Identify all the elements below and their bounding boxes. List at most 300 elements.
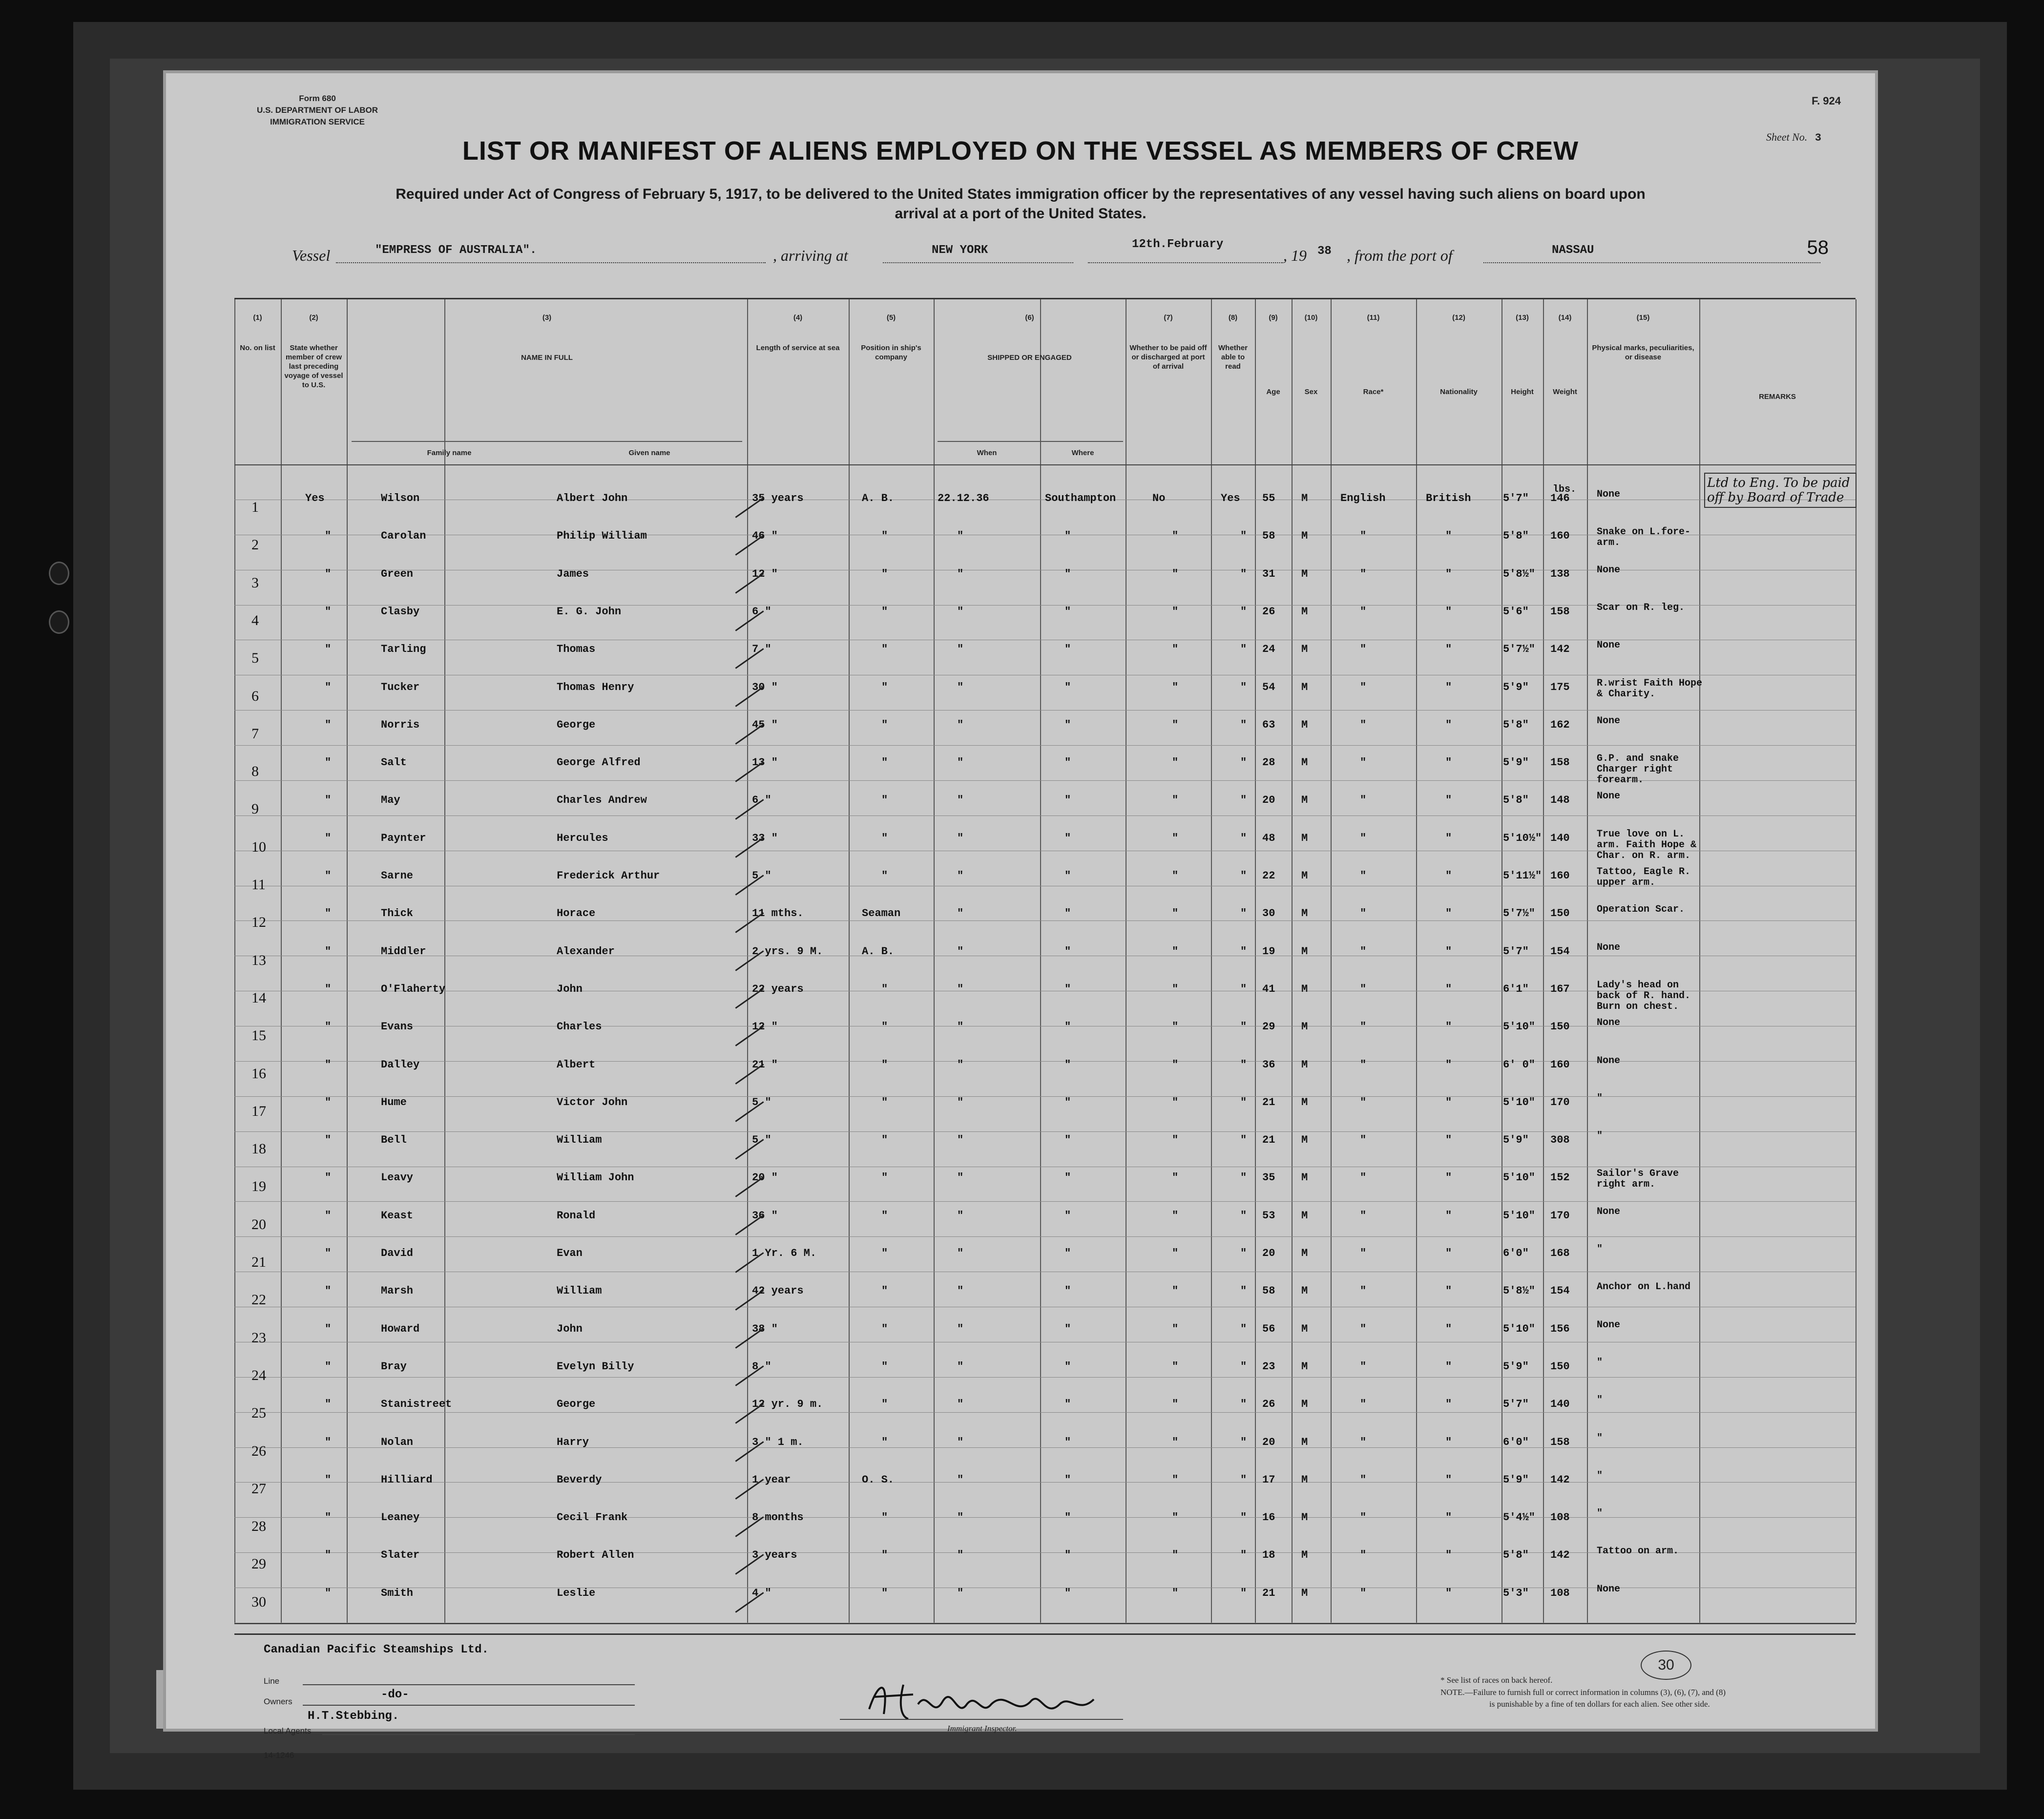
weight: 148 (1550, 794, 1570, 807)
height: 5'7½" (1503, 643, 1536, 656)
service-checkmark (735, 535, 764, 556)
service-length: 22 years (752, 983, 804, 995)
col-c9-number: (9) (1269, 314, 1278, 322)
position: " (881, 1511, 888, 1524)
able-to-read: " (1240, 567, 1247, 580)
sex: M (1301, 1587, 1308, 1599)
position: " (881, 756, 888, 769)
nationality: " (1445, 1285, 1452, 1297)
position: " (881, 530, 888, 543)
service-length: 7 " (752, 643, 772, 656)
shipped-when: " (957, 794, 964, 807)
nationality: " (1445, 1209, 1452, 1222)
nationality: " (1445, 870, 1452, 882)
weight: 142 (1550, 643, 1570, 656)
service-checkmark (735, 799, 764, 820)
col-c5-number: (5) (886, 314, 896, 322)
family-name: David (381, 1247, 414, 1259)
arriving-label: , arriving at (773, 247, 848, 264)
col-c6-number: (6) (1025, 314, 1034, 322)
family-name: Smith (381, 1587, 414, 1599)
shipped-when: " (957, 643, 964, 656)
col-remarks-header: REMARKS (1759, 393, 1796, 401)
race: " (1360, 1247, 1367, 1259)
race: " (1360, 983, 1367, 995)
shipped-when: " (957, 1322, 964, 1335)
position: " (881, 1549, 888, 1562)
penalty-note-cont: is punishable by a fine of ten dollars for each alien. See other side. (1489, 1699, 1710, 1709)
given-name: Evan (557, 1247, 583, 1259)
crew-table (234, 298, 1856, 1624)
physical-marks: None (1597, 489, 1621, 500)
age: 26 (1262, 605, 1275, 618)
shipped-when: " (957, 983, 964, 995)
physical-marks: Anchor on L.hand (1597, 1281, 1691, 1293)
nationality: " (1445, 1436, 1452, 1448)
physical-marks: " (1597, 1244, 1603, 1255)
row-number: 28 (251, 1518, 266, 1535)
weight: 108 (1550, 1587, 1570, 1599)
shipped-where: " (1064, 1096, 1071, 1108)
service-checkmark (735, 1554, 764, 1575)
able-to-read: " (1240, 756, 1247, 769)
weight: 150 (1550, 1360, 1570, 1373)
row-number: 9 (251, 801, 259, 817)
prev-voyage: " (325, 1587, 332, 1599)
shipped-where: " (1064, 605, 1071, 618)
nationality: " (1445, 1171, 1452, 1184)
sex: M (1301, 1511, 1308, 1524)
age: 48 (1262, 832, 1275, 844)
service-checkmark (735, 1328, 764, 1349)
paid-off: " (1172, 1134, 1179, 1147)
age: 21 (1262, 1096, 1275, 1108)
position: " (881, 1398, 888, 1411)
able-to-read: " (1240, 530, 1247, 543)
shipped-where: " (1064, 1134, 1071, 1147)
family-name: Nolan (381, 1436, 414, 1448)
prev-voyage: " (325, 643, 332, 656)
position: " (881, 1209, 888, 1222)
sex: M (1301, 681, 1308, 693)
paid-off: " (1172, 605, 1179, 618)
sex: M (1301, 870, 1308, 882)
race: " (1360, 870, 1367, 882)
row-number: 8 (251, 763, 259, 780)
row-number: 25 (251, 1405, 266, 1422)
shipped-where: " (1064, 832, 1071, 844)
position: " (881, 567, 888, 580)
sex: M (1301, 1058, 1308, 1071)
given-name: Horace (557, 907, 596, 920)
position: " (881, 1322, 888, 1335)
shipped-where: " (1064, 530, 1071, 543)
able-to-read: " (1240, 1021, 1247, 1033)
position: A. B. (862, 945, 895, 958)
shipped-when: " (957, 1171, 964, 1184)
weight: 142 (1550, 1549, 1570, 1562)
service-checkmark (735, 1403, 764, 1424)
row-number: 12 (251, 914, 266, 931)
given-name: Harry (557, 1436, 589, 1448)
able-to-read: " (1240, 1058, 1247, 1071)
able-to-read: " (1240, 643, 1247, 656)
race: " (1360, 1473, 1367, 1486)
sheet-label: Sheet No. (1766, 131, 1808, 143)
shipped-when: " (957, 945, 964, 958)
paid-off: No (1152, 492, 1166, 504)
race: " (1360, 1587, 1367, 1599)
physical-marks: None (1597, 791, 1621, 802)
physical-marks: True love on L. arm. Faith Hope & Char. on R. arm. (1597, 828, 1697, 861)
nationality: " (1445, 945, 1452, 958)
position: " (881, 1134, 888, 1147)
position: O. S. (862, 1473, 895, 1486)
physical-marks: " (1597, 1395, 1603, 1406)
physical-marks: None (1597, 715, 1621, 727)
col-c1-header: No. on list (240, 344, 275, 352)
form-code: F. 924 (1812, 95, 1841, 107)
prev-voyage: " (325, 1058, 332, 1071)
prev-voyage: " (325, 945, 332, 958)
family-name: Bell (381, 1134, 407, 1147)
weight: 158 (1550, 605, 1570, 618)
service-name: IMMIGRATION SERVICE (270, 117, 365, 126)
weight: 108 (1550, 1511, 1570, 1524)
row-number: 2 (251, 537, 259, 553)
race: " (1360, 1549, 1367, 1562)
age: 19 (1262, 945, 1275, 958)
weight: 160 (1550, 1058, 1570, 1071)
shipped-where: " (1064, 1398, 1071, 1411)
col-c13-header: Height (1511, 388, 1534, 396)
able-to-read: " (1240, 1436, 1247, 1448)
given-name: John (557, 983, 583, 995)
nationality: " (1445, 794, 1452, 807)
height: 5'7" (1503, 492, 1529, 504)
prev-voyage: " (325, 1134, 332, 1147)
service-checkmark (735, 1177, 764, 1198)
col-c12-header: Nationality (1440, 388, 1478, 396)
paid-off: " (1172, 832, 1179, 844)
row-number: 21 (251, 1254, 266, 1270)
height: 5'9" (1503, 1134, 1529, 1147)
height: 5'8" (1503, 794, 1529, 807)
weight: 170 (1550, 1209, 1570, 1222)
age: 53 (1262, 1209, 1275, 1222)
row-number: 14 (251, 989, 266, 1006)
height: 5'10" (1503, 1209, 1536, 1222)
prev-voyage: " (325, 983, 332, 995)
position: " (881, 605, 888, 618)
prev-voyage: " (325, 1436, 332, 1448)
able-to-read: " (1240, 832, 1247, 844)
family-name: Tucker (381, 681, 420, 693)
col-shipped-header: SHIPPED OR ENGAGED (987, 354, 1072, 362)
height: 6'0" (1503, 1247, 1529, 1259)
able-to-read: " (1240, 718, 1247, 731)
row-number: 3 (251, 574, 259, 591)
service-length: 45 " (752, 718, 778, 731)
weight: 140 (1550, 832, 1570, 844)
service-length: 3 years (752, 1549, 797, 1562)
sex: M (1301, 756, 1308, 769)
prev-voyage: " (325, 1209, 332, 1222)
nationality: " (1445, 983, 1452, 995)
row-number: 6 (251, 688, 259, 704)
physical-marks: None (1597, 1583, 1621, 1595)
physical-marks: Sailor's Grave right arm. (1597, 1168, 1679, 1191)
year-label: , 19 (1283, 247, 1307, 264)
position: " (881, 1436, 888, 1448)
paid-off: " (1172, 794, 1179, 807)
weight: 162 (1550, 718, 1570, 731)
family-name: Carolan (381, 530, 426, 543)
row-number: 7 (251, 725, 259, 742)
col-c14-number: (14) (1558, 314, 1572, 322)
row-number: 15 (251, 1027, 266, 1044)
race: " (1360, 1511, 1367, 1524)
weight: 158 (1550, 756, 1570, 769)
service-length: 30 " (752, 681, 778, 693)
shipped-when: " (957, 1360, 964, 1373)
service-length: 5 " (752, 870, 772, 882)
shipped-when: " (957, 1587, 964, 1599)
service-length: 11 mths. (752, 907, 804, 920)
nationality: " (1445, 1549, 1452, 1562)
able-to-read: " (1240, 1171, 1247, 1184)
shipped-where: " (1064, 1171, 1071, 1184)
able-to-read: " (1240, 1549, 1247, 1562)
able-to-read: " (1240, 681, 1247, 693)
height: 5'11½" (1503, 870, 1542, 882)
sex: M (1301, 907, 1308, 920)
sex: M (1301, 1247, 1308, 1259)
given-name: George Alfred (557, 756, 641, 769)
row-number: 13 (251, 952, 266, 968)
shipped-where: " (1064, 643, 1071, 656)
col-c4-number: (4) (793, 314, 803, 322)
physical-marks: R.wrist Faith Hope & Charity. (1597, 677, 1703, 700)
weight: 170 (1550, 1096, 1570, 1108)
nationality: " (1445, 643, 1452, 656)
physical-marks: Tattoo, Eagle R. upper arm. (1597, 866, 1691, 888)
prev-voyage: " (325, 794, 332, 807)
shipped-where: " (1064, 756, 1071, 769)
given-name: Cecil Frank (557, 1511, 628, 1524)
height: 6'1" (1503, 983, 1529, 995)
nationality: " (1445, 718, 1452, 731)
able-to-read: " (1240, 983, 1247, 995)
physical-marks: " (1597, 1470, 1603, 1482)
col-c10-header: Sex (1304, 388, 1318, 396)
height: 5'9" (1503, 681, 1529, 693)
paid-off: " (1172, 1398, 1179, 1411)
height: 5'10½" (1503, 832, 1542, 844)
service-checkmark (735, 1139, 764, 1160)
given-name: E. G. John (557, 605, 622, 618)
able-to-read: " (1240, 1209, 1247, 1222)
prev-voyage: " (325, 1247, 332, 1259)
col-c8-header: Whether able to read (1218, 344, 1248, 371)
position: " (881, 1360, 888, 1373)
nationality: British (1426, 492, 1471, 504)
family-name: Middler (381, 945, 426, 958)
given-name: Beverdy (557, 1473, 602, 1486)
age: 20 (1262, 794, 1275, 807)
service-checkmark (735, 724, 764, 745)
subtitle-line-2: arrival at a port of the United States. (895, 206, 1147, 222)
given-name: George (557, 1398, 596, 1411)
paid-off: " (1172, 1360, 1179, 1373)
given-name: James (557, 567, 589, 580)
able-to-read: Yes (1221, 492, 1240, 504)
weight: 156 (1550, 1322, 1570, 1335)
service-checkmark (735, 1592, 764, 1613)
height: 5'9" (1503, 1473, 1529, 1486)
subtitle-line-1: Required under Act of Congress of February 5, 1917, to be delivered to the United States immigration officer by the representatives of any vessel having such aliens on board upon (396, 186, 1646, 202)
height: 5'8" (1503, 530, 1529, 543)
given-name: Evelyn Billy (557, 1360, 634, 1373)
nationality: " (1445, 756, 1452, 769)
weight: 168 (1550, 1247, 1570, 1259)
family-name: Dalley (381, 1058, 420, 1071)
vessel-label: Vessel (292, 247, 331, 264)
service-checkmark (735, 573, 764, 594)
height: 5'10" (1503, 1322, 1536, 1335)
physical-marks: " (1597, 1092, 1603, 1104)
height: 6'0" (1503, 1436, 1529, 1448)
given-name: Charles Andrew (557, 794, 647, 807)
given-name: Charles (557, 1021, 602, 1033)
col-c15-header: Physical marks, peculiarities, or disease (1592, 344, 1694, 361)
sheet-value: 3 (1815, 132, 1821, 144)
nationality: " (1445, 1058, 1452, 1071)
family-name: Stanistreet (381, 1398, 452, 1411)
age: 31 (1262, 567, 1275, 580)
physical-marks: " (1597, 1357, 1603, 1368)
shipped-when: " (957, 870, 964, 882)
service-checkmark (735, 1479, 764, 1500)
sex: M (1301, 1322, 1308, 1335)
prev-voyage: " (325, 681, 332, 693)
family-name: O'Flaherty (381, 983, 446, 995)
position: " (881, 832, 888, 844)
shipped-when: " (957, 1436, 964, 1448)
weight: 150 (1550, 907, 1570, 920)
service-checkmark (735, 1365, 764, 1386)
binder-hole (49, 610, 69, 634)
race: " (1360, 1436, 1367, 1448)
given-name: Thomas (557, 643, 596, 656)
physical-marks: Operation Scar. (1597, 904, 1685, 916)
physical-marks: Lady's head on back of R. hand. Burn on chest. (1597, 979, 1691, 1012)
col-c13-number: (13) (1516, 314, 1529, 322)
row-number: 18 (251, 1141, 266, 1157)
position: Seaman (862, 907, 901, 920)
department-name: U.S. DEPARTMENT OF LABOR (256, 105, 378, 115)
height: 5'3" (1503, 1587, 1529, 1599)
shipped-where: " (1064, 907, 1071, 920)
service-length: 20 " (752, 1171, 778, 1184)
sex: M (1301, 945, 1308, 958)
position: " (881, 1587, 888, 1599)
arrival-year: 38 (1317, 245, 1332, 258)
row-number: 23 (251, 1329, 266, 1346)
from-port: NASSAU (1552, 244, 1594, 257)
race: " (1360, 1360, 1367, 1373)
able-to-read: " (1240, 794, 1247, 807)
weight: 160 (1550, 530, 1570, 543)
service-length: 4 " (752, 1587, 772, 1599)
family-name: Hume (381, 1096, 407, 1108)
sex: M (1301, 1285, 1308, 1297)
physical-marks: " (1597, 1432, 1603, 1444)
given-name: Philip William (557, 530, 647, 543)
sex: M (1301, 530, 1308, 543)
prev-voyage: " (325, 1171, 332, 1184)
sex: M (1301, 832, 1308, 844)
family-name: Keast (381, 1209, 414, 1222)
shipped-where: " (1064, 1587, 1071, 1599)
family-name: Leaney (381, 1511, 420, 1524)
sex: M (1301, 1473, 1308, 1486)
able-to-read: " (1240, 945, 1247, 958)
shipped-when: " (957, 567, 964, 580)
entry-count-circle: 30 (1641, 1651, 1691, 1680)
given-name: George (557, 718, 596, 731)
able-to-read: " (1240, 1511, 1247, 1524)
shipped-when: " (957, 907, 964, 920)
weight: 152 (1550, 1171, 1570, 1184)
service-checkmark (735, 837, 764, 858)
service-length: 5 " (752, 1134, 772, 1147)
age: 16 (1262, 1511, 1275, 1524)
col-c1-number: (1) (253, 314, 262, 322)
shipped-when: " (957, 530, 964, 543)
sex: M (1301, 1549, 1308, 1562)
prev-voyage: " (325, 1511, 332, 1524)
row-number: 26 (251, 1443, 266, 1459)
shipped-where: " (1064, 567, 1071, 580)
paid-off: " (1172, 756, 1179, 769)
nationality: " (1445, 1096, 1452, 1108)
given-name: Ronald (557, 1209, 596, 1222)
service-length: 8 " (752, 1360, 772, 1373)
race: English (1340, 492, 1386, 504)
paid-off: " (1172, 945, 1179, 958)
race: " (1360, 643, 1367, 656)
weight: 154 (1550, 1285, 1570, 1297)
nationality: " (1445, 1021, 1452, 1033)
line-value: Canadian Pacific Steamships Ltd. (264, 1643, 489, 1656)
height: 5'7" (1503, 945, 1529, 958)
shipped-when: " (957, 1247, 964, 1259)
given-name: William John (557, 1171, 634, 1184)
sex: M (1301, 718, 1308, 731)
able-to-read: " (1240, 1247, 1247, 1259)
age: 24 (1262, 643, 1275, 656)
shipped-where: " (1064, 945, 1071, 958)
shipped-when: " (957, 1549, 964, 1562)
page-mark: 58 (1807, 237, 1829, 258)
race: " (1360, 1285, 1367, 1297)
age: 29 (1262, 1021, 1275, 1033)
service-length: 46 " (752, 530, 778, 543)
service-checkmark (735, 1252, 764, 1273)
shipped-where: " (1064, 1436, 1071, 1448)
row-number: 30 (251, 1593, 266, 1610)
